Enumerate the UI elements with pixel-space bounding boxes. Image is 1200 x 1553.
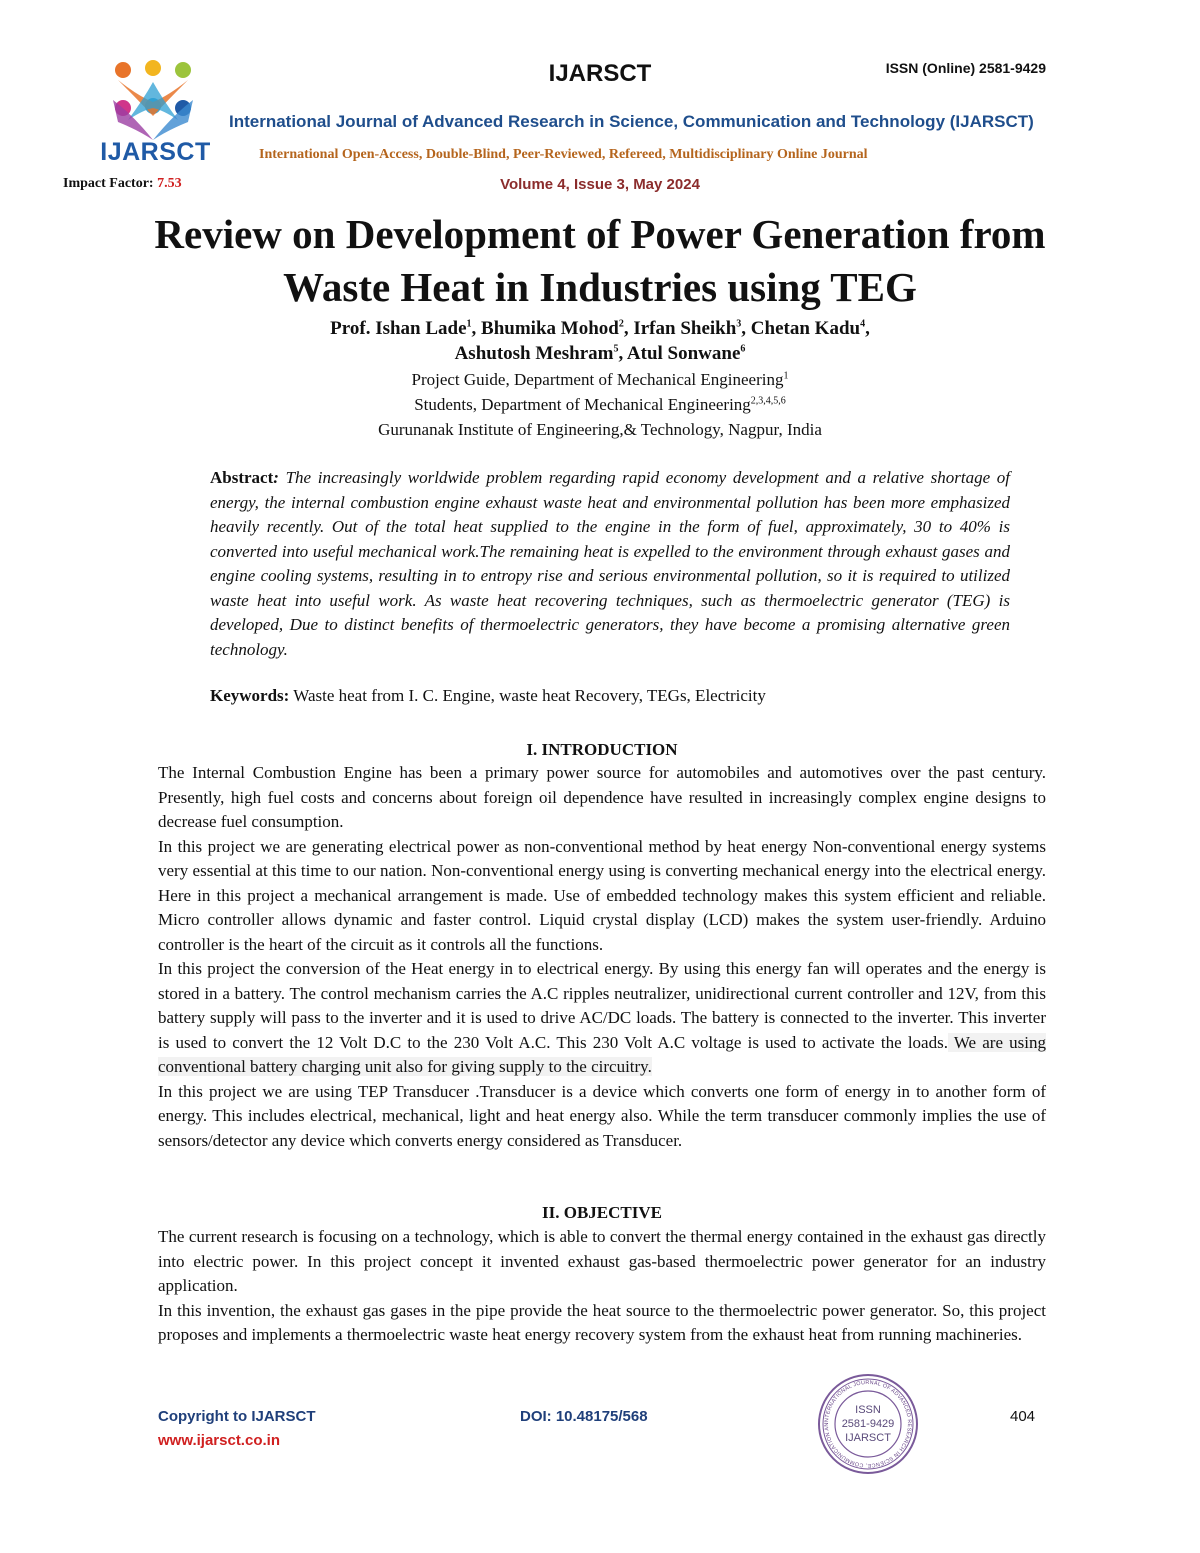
journal-full-title: International Journal of Advanced Research in Science, Communication and Technology (IJARSCT) — [229, 112, 1034, 131]
affiliation-sup: 2,3,4,5,6 — [750, 395, 786, 407]
author-name: Prof. Ishan Lade — [330, 318, 467, 339]
author-sep: , — [623, 318, 634, 339]
paragraph: The current research is focusing on a technology, which is able to convert the thermal energy contained in the exhaust gas directly into electric power. In this project concept it invented exhaust gas-based thermoelectric power generator for an industry application. — [158, 1227, 1046, 1295]
abstract-text: The increasingly worldwide problem regarding rapid economy development and a relative shortage of energy, the internal combustion engine exhaust waste heat and environmental pollution has been more emphasized heavily recently. Out of the total heat supplied to the engine in the form of fuel, approximately, 30 to 40% is converted into useful mechanical work.The remaining heat is expelled to the environment through exhaust gases and engine cooling systems, resulting in to entropy rise and serious environmental pollution, so it is required to utilized waste heat into useful work. As waste heat recovering techniques, such as thermoelectric generator (TEG) is developed, Due to distinct benefits of thermoelectric generators, they have become a promising alternative green technology. — [210, 468, 1010, 659]
author-sup: 2 — [618, 318, 624, 330]
abstract — [210, 466, 1010, 662]
doi-text: DOI: 10.48175/568 — [520, 1408, 648, 1425]
paragraph-text: In this project the conversion of the Heat energy in to electrical energy. By using this energy fan will operates and the energy is stored in a battery. The control mechanism carries the A.C ripples neutralizer, unidirectional current controller and 12V, from this battery supply will pass to the inverter and it is used to drive AC/DC loads. The battery is connected to the inverter. This inverter is used to convert the 12 Volt D.C to the 230 Volt A.C. This 230 Volt A.C voltage is used to activate the loads. — [158, 959, 1046, 1052]
author-line-1 — [100, 316, 1100, 341]
paper-title-line-2: Waste Heat in Industries using TEG — [283, 264, 917, 310]
author-name: Chetan Kadu — [750, 318, 861, 339]
affiliation-2 — [100, 395, 1100, 415]
author-sup: 3 — [736, 318, 742, 330]
keywords — [210, 686, 1010, 706]
author-sup: 1 — [466, 318, 472, 330]
impact-factor-label: Impact Factor: — [63, 176, 158, 191]
keywords-text: Waste heat from I. C. Engine, waste heat Recovery, TEGs, Electricity — [289, 686, 766, 705]
affiliation-text: Students, Department of Mechanical Engineering — [414, 395, 751, 414]
logo-text: IJARSCT — [100, 138, 211, 166]
objective-body — [158, 1225, 1046, 1348]
introduction-body — [158, 761, 1046, 1153]
issn-label: ISSN (Online) 2581-9429 — [885, 60, 1046, 76]
author-list — [100, 316, 1100, 366]
seal-name: IJARSCT — [845, 1432, 891, 1444]
paragraph — [158, 957, 1046, 1080]
affiliation-3 — [100, 420, 1100, 440]
author-name: Bhumika Mohod — [481, 318, 619, 339]
author-sep: , — [618, 343, 627, 364]
page-number: 404 — [1010, 1408, 1036, 1425]
website-link[interactable]: www.ijarsct.co.in — [158, 1432, 280, 1449]
author-sep: , — [741, 318, 751, 339]
section-heading-objective: II. OBJECTIVE — [542, 1203, 662, 1222]
author-sup: 6 — [740, 343, 746, 355]
issn-seal — [816, 1372, 920, 1476]
seal-number: 2581-9429 — [841, 1418, 895, 1430]
affiliation-1 — [100, 370, 1100, 390]
paper-title — [100, 208, 1100, 314]
impact-factor-value: 7.53 — [157, 176, 182, 191]
paragraph: The Internal Combustion Engine has been a primary power source for automobiles and automotives over the past century. Presently, high fuel costs and concerns about foreign oil dependence have resulted in increasingly complex engine designs to decrease fuel consumption. — [158, 763, 1046, 831]
paragraph: In this invention, the exhaust gas gases in the pipe provide the heat source to the thermoelectric power generator. So, this project proposes and implements a thermoelectric waste heat energy recovery system from the exhaust heat from running machineries. — [158, 1300, 1046, 1344]
journal-short-title: IJARSCT — [548, 60, 652, 87]
paragraph: In this project we are using TEP Transducer .Transducer is a device which converts one form of energy in to another form of energy. This includes electrical, mechanical, light and heat energy also. While the term transducer commonly implies the use of sensors/detector any device which converts energy considered as Transducer. — [158, 1081, 1046, 1150]
highlighted-text: We are using conventional battery charging unit also for giving supply to the circuitry. — [158, 1032, 1046, 1076]
abstract-label: Abstract — [210, 468, 274, 487]
author-sep: , — [471, 318, 482, 339]
author-sup: 5 — [613, 343, 619, 355]
author-line-2 — [100, 341, 1100, 366]
author-sup: 4 — [860, 318, 866, 330]
affiliation-text: Gurunanak Institute of Engineering,& Technology, Nagpur, India — [378, 420, 822, 439]
keywords-label: Keywords: — [210, 686, 290, 705]
copyright-text: Copyright to IJARSCT — [158, 1408, 316, 1425]
author-name: Atul Sonwane — [626, 343, 741, 364]
section-heading-introduction: I. INTRODUCTION — [526, 740, 678, 759]
author-name: Irfan Sheikh — [633, 318, 737, 339]
affiliation-text: Project Guide, Department of Mechanical Engineering — [411, 370, 784, 389]
paragraph: In this project we are generating electrical power as non-conventional method by heat energy Non-conventional energy systems very essential at this time to our nation. Non-conventional energy using is converting mechanical energy into the electrical energy. Here in this project a mechanical arrangement is made. Use of embedded technology makes this system efficient and reliable. Micro controller allows dynamic and faster control. Liquid crystal display (LCD) makes the system user-friendly. Arduino controller is the heart of the circuit as it controls all the functions. — [158, 836, 1046, 954]
paper-title-line-1: Review on Development of Power Generation from — [154, 211, 1046, 257]
author-name: Ashutosh Meshram — [454, 343, 614, 364]
seal-ring-text: INTERNATIONAL JOURNAL OF ADVANCED RESEARCH IN SCIENCE, COMMUNICATION AN — [823, 1379, 913, 1469]
issn-seal-icon — [816, 1372, 920, 1476]
journal-description: International Open-Access, Double-Blind, Peer-Reviewed, Refereed, Multidisciplinary Online Journal — [259, 147, 868, 162]
seal-issn: ISSN — [855, 1404, 881, 1416]
affiliation-sup: 1 — [783, 370, 789, 382]
author-sep: , — [865, 318, 870, 339]
volume-issue: Volume 4, Issue 3, May 2024 — [500, 176, 700, 193]
abstract-colon: : — [273, 468, 279, 487]
